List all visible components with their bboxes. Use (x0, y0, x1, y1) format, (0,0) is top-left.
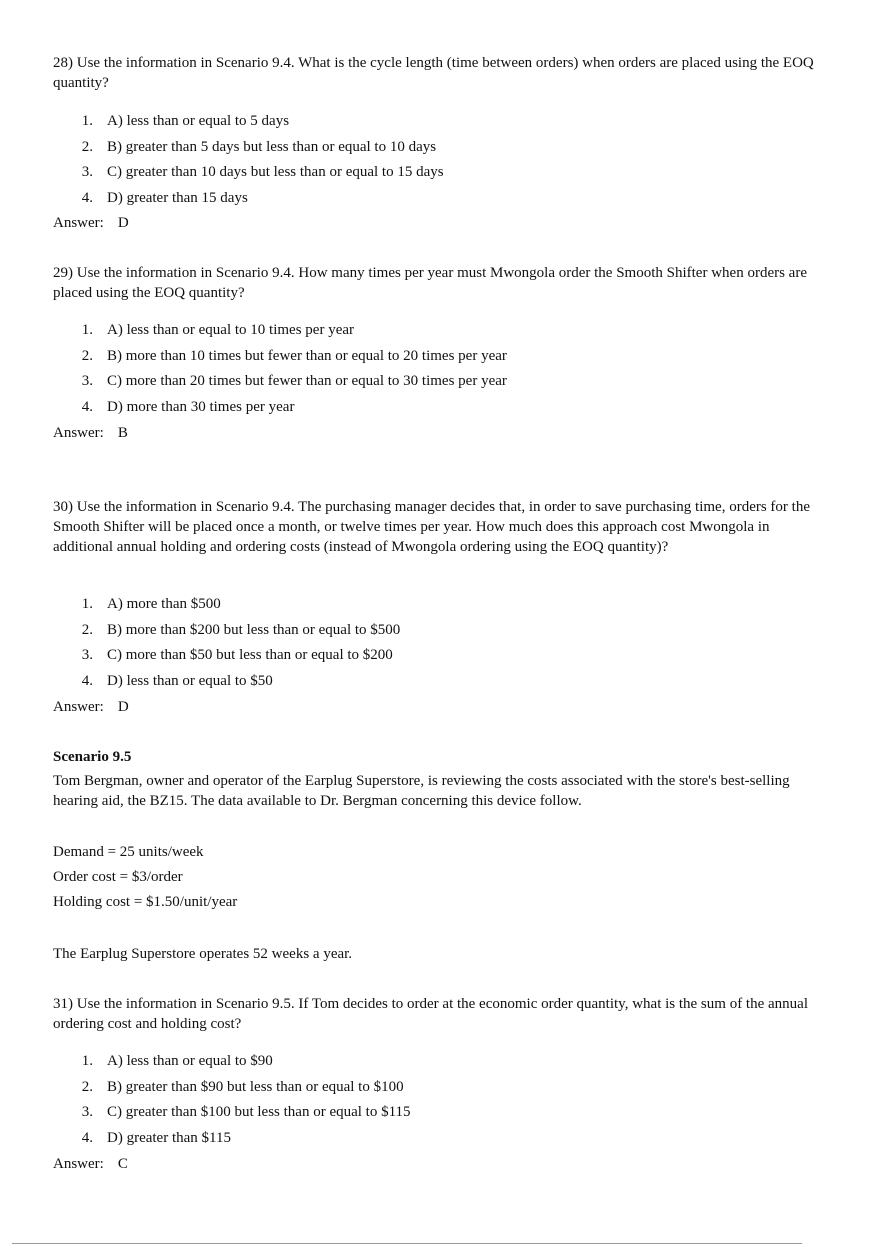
option-list (53, 320, 813, 422)
option-item (53, 620, 813, 646)
answer-label: Answer: (53, 425, 104, 441)
question-stem: 30) Use the information in Scenario 9.4. The purchasing manager decides that, in order to save purchasing time, orders for the Smooth Shifter will be placed once a month, or twelve times per year. How much does this approach cost Mwongola in additional annual holding and ordering costs (instead of Mwongola ordering using the EOQ quantity)? (53, 499, 810, 555)
footer-divider (12, 1243, 802, 1244)
option-item (53, 397, 813, 423)
option-item (53, 346, 813, 372)
option-item (53, 1128, 813, 1154)
answer-line (53, 1154, 128, 1174)
answer-value: C (117, 1156, 128, 1172)
question-stem: 31) Use the information in Scenario 9.5. If Tom decides to order at the economic order quantity, what is the sum of the annual ordering cost and holding cost? (53, 996, 808, 1032)
option-item (53, 645, 813, 671)
option-text: B) more than 10 times but fewer than or equal to 20 times per year (107, 347, 507, 364)
option-text: D) greater than $115 (107, 1129, 231, 1146)
option-text: D) more than 30 times per year (107, 398, 295, 415)
question-stem: 29) Use the information in Scenario 9.4. How many times per year must Mwongola order the Smooth Shifter when orders are placed using the EOQ quantity? (53, 265, 807, 301)
option-text: A) more than $500 (107, 596, 221, 612)
option-number: 4. (81, 1129, 93, 1146)
option-item (53, 371, 813, 397)
option-number: 2. (81, 1078, 93, 1095)
option-item (53, 1077, 813, 1103)
option-item (53, 1051, 813, 1077)
option-text: C) more than 20 times but fewer than or equal to 30 times per year (107, 373, 507, 389)
option-text: D) less than or equal to $50 (107, 672, 273, 689)
answer-line (53, 423, 128, 443)
option-text: A) less than or equal to 5 days (107, 113, 290, 129)
option-list (53, 1051, 813, 1153)
scenario-order-cost: Order cost = $3/order (53, 869, 183, 885)
answer-value: D (117, 215, 129, 231)
option-number: 2. (81, 621, 93, 638)
answer-label: Answer: (53, 215, 104, 231)
option-number: 1. (81, 1053, 93, 1069)
answer-value: D (117, 699, 129, 715)
option-number: 1. (81, 322, 93, 338)
option-number: 3. (81, 373, 93, 389)
option-text: B) greater than $90 but less than or equal to $100 (107, 1078, 404, 1095)
question-stem: 28) Use the information in Scenario 9.4. What is the cycle length (time between orders) when orders are placed using the EOQ quantity? (53, 55, 814, 91)
option-text: C) greater than $100 but less than or equal to $115 (107, 1104, 411, 1120)
option-number: 4. (81, 672, 93, 689)
answer-line (53, 213, 129, 233)
answer-value: B (117, 425, 128, 441)
option-item (53, 1102, 813, 1128)
option-text: D) greater than 15 days (107, 189, 248, 206)
option-list (53, 111, 813, 213)
option-number: 4. (81, 398, 93, 415)
scenario-title: Scenario 9.5 (53, 749, 132, 765)
option-list (53, 594, 813, 696)
answer-line (53, 697, 129, 717)
option-item (53, 320, 813, 346)
option-number: 3. (81, 647, 93, 663)
option-number: 2. (81, 138, 93, 155)
option-item (53, 188, 813, 214)
option-number: 2. (81, 347, 93, 364)
option-item (53, 137, 813, 163)
scenario-intro: Tom Bergman, owner and operator of the Earplug Superstore, is reviewing the costs associated with the store's best-selling hearing aid, the BZ15. The data available to Dr. Bergman concerning this device follow. (53, 773, 790, 809)
answer-label: Answer: (53, 699, 104, 715)
scenario-closing: The Earplug Superstore operates 52 weeks a year. (53, 946, 353, 962)
scenario-holding-cost: Holding cost = $1.50/unit/year (53, 894, 238, 910)
option-text: A) less than or equal to 10 times per year (107, 322, 355, 338)
option-number: 1. (81, 596, 93, 612)
answer-label: Answer: (53, 1156, 104, 1172)
option-number: 3. (81, 164, 93, 180)
option-number: 4. (81, 189, 93, 206)
option-number: 1. (81, 113, 93, 129)
option-item (53, 594, 813, 620)
option-text: B) more than $200 but less than or equal to $500 (107, 621, 401, 638)
option-item (53, 162, 813, 188)
option-text: C) greater than 10 days but less than or equal to 15 days (107, 164, 444, 180)
option-text: B) greater than 5 days but less than or equal to 10 days (107, 138, 437, 155)
option-text: A) less than or equal to $90 (107, 1053, 273, 1069)
option-text: C) more than $50 but less than or equal to $200 (107, 647, 393, 663)
option-item (53, 671, 813, 697)
option-item (53, 111, 813, 137)
scenario-demand: Demand = 25 units/week (53, 844, 204, 860)
option-number: 3. (81, 1104, 93, 1120)
